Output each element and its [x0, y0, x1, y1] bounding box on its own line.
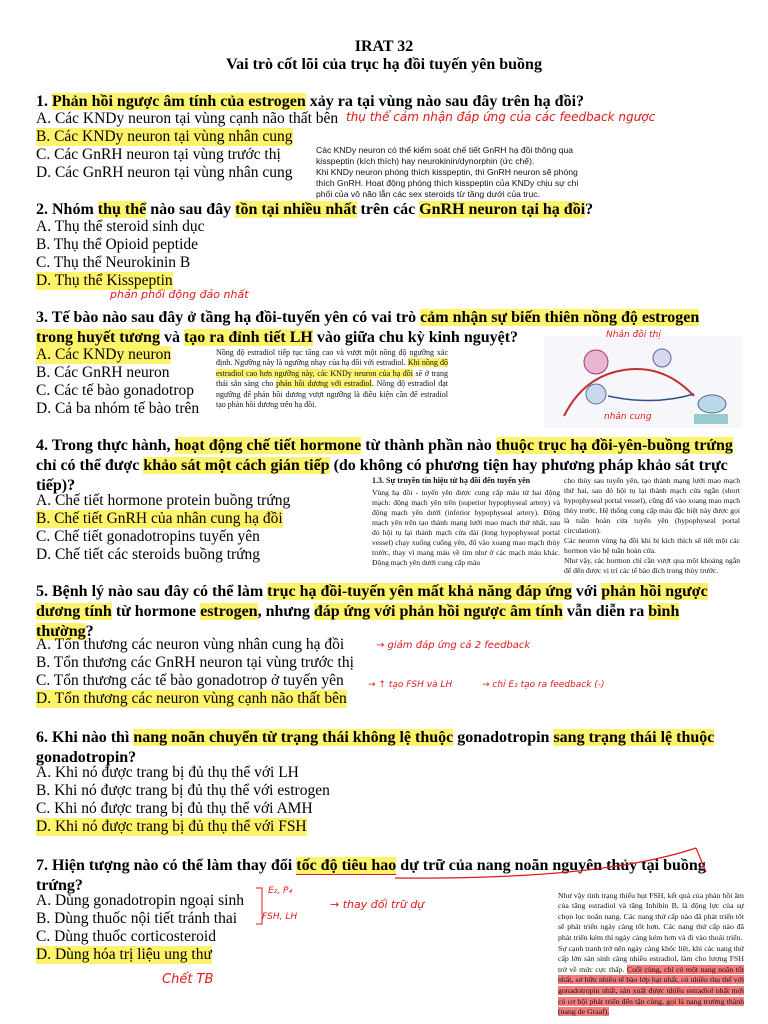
q6-option-d: D. Khi nó được trang bị đủ thụ thể với FSH — [36, 818, 307, 835]
q2-option-c: C. Thụ thể Neurokinin B — [36, 254, 191, 271]
q3-option-d: D. Cả ba nhóm tế bào trên — [36, 400, 200, 417]
question-7-stem: 7. Hiện tượng nào có thể làm thay đổi tốc độ tiêu hao dự trữ của nang noãn nguyên thủy tại buồng trứng? — [36, 857, 706, 894]
question-6-stem: 6. Khi nào thì nang noãn chuyển từ trạng thái không lệ thuộc gonadotropin sang trạng thái lệ thuộc gonadotropin? — [36, 729, 715, 766]
q7-option-c: C. Dùng thuốc corticosteroid — [36, 928, 216, 945]
q5-option-c: C. Tổn thương các tế bào gonadotrop ở tuyến yên — [36, 672, 344, 689]
q2-option-d: D. Thụ thể Kisspeptin — [36, 272, 173, 289]
q4-note-left: Vùng hạ đồi - tuyến yên được cung cấp máu từ hai động mạch: động mạch yên trên (superior hypophyseal artery) và động mạch yên dưới (inferior hypophyseal artery). Động mạch yên trên tạo thành mạng lưới mao mạch thứ nhất, sau đó hội tụ lại thành mạch cửa dài (long hypophyseal portal vessel) chạy xuống cuống yên, đổ vào xoang mao mạch thùy trước, thay vì mang máu về tim như ở các mạch máu khác. Động mạch yên dưới cung cấp máu — [372, 488, 560, 567]
q2-handwritten-note: phản phối động đảo nhất — [110, 288, 249, 301]
q4-option-c: C. Chế tiết gonadotropins tuyến yên — [36, 528, 260, 545]
q6-option-c: C. Khi nó được trang bị đủ thụ thể với AMH — [36, 800, 313, 817]
q4-note-title: 1.3. Sự truyền tín hiệu từ hạ đồi đến tuyến yên — [372, 476, 531, 485]
question-3-stem: 3. Tế bào nào sau đây ở tầng hạ đồi-tuyến yên có vai trò cảm nhận sự biến thiên nồng độ estrogen trong huyết tương và tạo ra đỉnh tiết LH vào giữa chu kỳ kinh nguyệt? — [36, 309, 700, 346]
q6-option-b: B. Khi nó được trang bị đủ thụ thể với estrogen — [36, 782, 330, 799]
q1-option-a: A. Các KNDy neuron tại vùng cạnh não thất bên — [36, 110, 339, 127]
q3-handwritten-top: Nhân đồi thị — [606, 330, 661, 340]
question-5-stem: 5. Bệnh lý nào sau đây có thể làm trục hạ đồi-tuyến yên mất khả năng đáp ứng với phản hồi ngược dương tính từ hormone estrogen, nhưng đáp ứng với phản hồi ngược âm tính vẫn diễn ra bình thường? — [36, 583, 708, 640]
q1-handwritten-note: thụ thể cảm nhận đáp ứng của các feedback ngược — [346, 110, 656, 124]
document-title: IRAT 32 — [354, 38, 414, 55]
q7-option-a: A. Dùng gonadotropin ngoại sinh — [36, 892, 244, 909]
q7-handwritten-1: E₂, P₄ — [268, 886, 293, 896]
q3-option-b: B. Các GnRH neuron — [36, 364, 170, 381]
q5-option-b: B. Tổn thương các GnRH neuron tại vùng trước thị — [36, 654, 354, 671]
q1-option-b: B. Các KNDy neuron tại vùng nhân cung — [36, 128, 293, 145]
question-2-stem: 2. Nhóm thụ thể nào sau đây tồn tại nhiều nhất trên các GnRH neuron tại hạ đồi? — [36, 201, 594, 218]
highlight: Phản hồi ngược âm tính của estrogen — [52, 93, 306, 110]
q5-handwritten-2: → ↑ tạo FSH và LH — [368, 680, 453, 690]
q3-explanation-note: Nồng độ estradiol tiếp tục tăng cao và vượt một nồng độ ngưỡng xác định. Ngưỡng này là ngưỡng nhạy của hạ đồi với estradiol. Khi nồng độ estradiol cao hơn ngưỡng này, các KNDy neuron của hạ đồi sẽ ở trạng thái sẵn sàng cho phản hồi dương với estradiol. Nồng độ estradiol đạt ngưỡng để phản hồi dương vượt ngưỡng là điều kiện cần để estradiol tạo phản hồi dương trên hạ đồi. — [216, 348, 449, 410]
q5-handwritten-1: → giảm đáp ứng cả 2 feedback — [376, 640, 531, 651]
document-subtitle: Vai trò cốt lõi của trục hạ đồi tuyến yên buồng — [226, 56, 542, 73]
q7-handwritten-3: → thay đổi trữ dự — [330, 898, 425, 911]
q7-explanation-note: Như vậy tình trạng thiếu hụt FSH, kết quả của phản hồi âm của tăng estradiol và tăng Inhibin B, là động lực của sự chọn lọc noãn nang. Các nang thứ cấp nào đã phát triển tốt sẽ phát triển ngày càng tốt hơn. Các nang thứ cấp nào đã phát triển kém thì ngày càng kém hơn và đi vào thoái triển. Sự cạnh tranh trở nên ngày càng khốc liệt, khi các nang thứ cấp lớn sản sinh càng nhiều estradiol, làm cho lượng FSH trở về mức cực thấp. Cuối cùng, chỉ có một nang noãn tốt nhất, sở hữu nhiều tế bào lớp hạt nhất, có nhiều thụ thể với gonadotropin nhất, sản xuất được nhiều estradiol nhất mới có cơ hội phát triển đến tận cùng, gọi là nang trưởng thành (nang de Graaf). — [558, 890, 744, 1017]
q4-option-d: D. Chế tiết các steroids buồng trứng — [36, 546, 261, 563]
q5-option-d: D. Tổn thương các neuron vùng cạnh não thất bên — [36, 690, 347, 707]
q6-option-a: A. Khi nó được trang bị đủ thụ thể với LH — [36, 764, 299, 781]
question-1-stem: 1. Phản hồi ngược âm tính của estrogen xảy ra tại vùng nào sau đây trên hạ đồi? — [36, 93, 585, 110]
q3-option-c: C. Các tế bào gonadotrop — [36, 382, 194, 399]
q3-handwritten-bottom: nhân cung — [604, 412, 652, 422]
q7-option-d: D. Dùng hóa trị liệu ung thư — [36, 946, 212, 963]
q1-explanation-note: Các KNDy neuron có thể kiểm soát chế tiết GnRH hạ đồi thông qua kisspeptin (kích thích) hay neurokinin/dynorphin (ức chế). Khi KNDy neuron phóng thích kisspeptin, thì GnRH neuron sẽ phóng thích GnRH. Hoạt động phóng thích kisspeptin của KNDy chịu sự chi phối của vô não lẫn các sex steroids từ tầng dưới của trục. — [316, 145, 579, 199]
q1-option-c: C. Các GnRH neuron tại vùng trước thị — [36, 146, 281, 163]
q2-option-b: B. Thụ thể Opioid peptide — [36, 236, 199, 253]
q7-option-b: B. Dùng thuốc nội tiết tránh thai — [36, 910, 238, 927]
q1-option-d: D. Các GnRH neuron tại vùng nhân cung — [36, 164, 293, 181]
q7-handwritten-2: FSH, LH — [262, 912, 298, 922]
q4-note-right: cho thùy sau tuyến yên, tạo thành mạng lưới mao mạch thứ hai, sau đó hội tụ lại thành mạch cửa ngắn (short hypophyseal portal vessel), cũng đổ vào xoang mao mạch thùy trước. Hệ thống cung cấp máu đặc biệt này được gọi là tuần hoàn cửa tuyến yên (hypophyseal portal circulation). Các neuron vùng hạ đồi khi bị kích thích sẽ tiết một các hormon vào hệ tuần hoàn cửa. Như vậy, các hormon chỉ cần vượt qua một khoảng ngắn để đến được vị trí các tế bào đích trong thùy trước. — [564, 476, 740, 575]
q4-option-b: B. Chế tiết GnRH của nhân cung hạ đồi — [36, 510, 283, 527]
q3-option-a: A. Các KNDy neuron — [36, 346, 172, 363]
q5-option-a: A. Tổn thương các neuron vùng nhân cung hạ đồi — [36, 636, 345, 653]
q2-option-a: A. Thụ thể steroid sinh dục — [36, 218, 205, 235]
q4-option-a: A. Chế tiết hormone protein buồng trứng — [36, 492, 291, 509]
question-4-stem: 4. Trong thực hành, hoạt động chế tiết hormone từ thành phần nào thuộc trục hạ đồi-yên-buồng trứng chỉ có thể được khảo sát một cách gián tiếp (do không có phương tiện hay phương pháp khảo sát trực tiếp)? — [36, 437, 733, 494]
q5-handwritten-3: → chỉ E₂ tạo ra feedback (-) — [482, 680, 605, 690]
q7-handwritten-4: Chết TB — [162, 972, 214, 987]
